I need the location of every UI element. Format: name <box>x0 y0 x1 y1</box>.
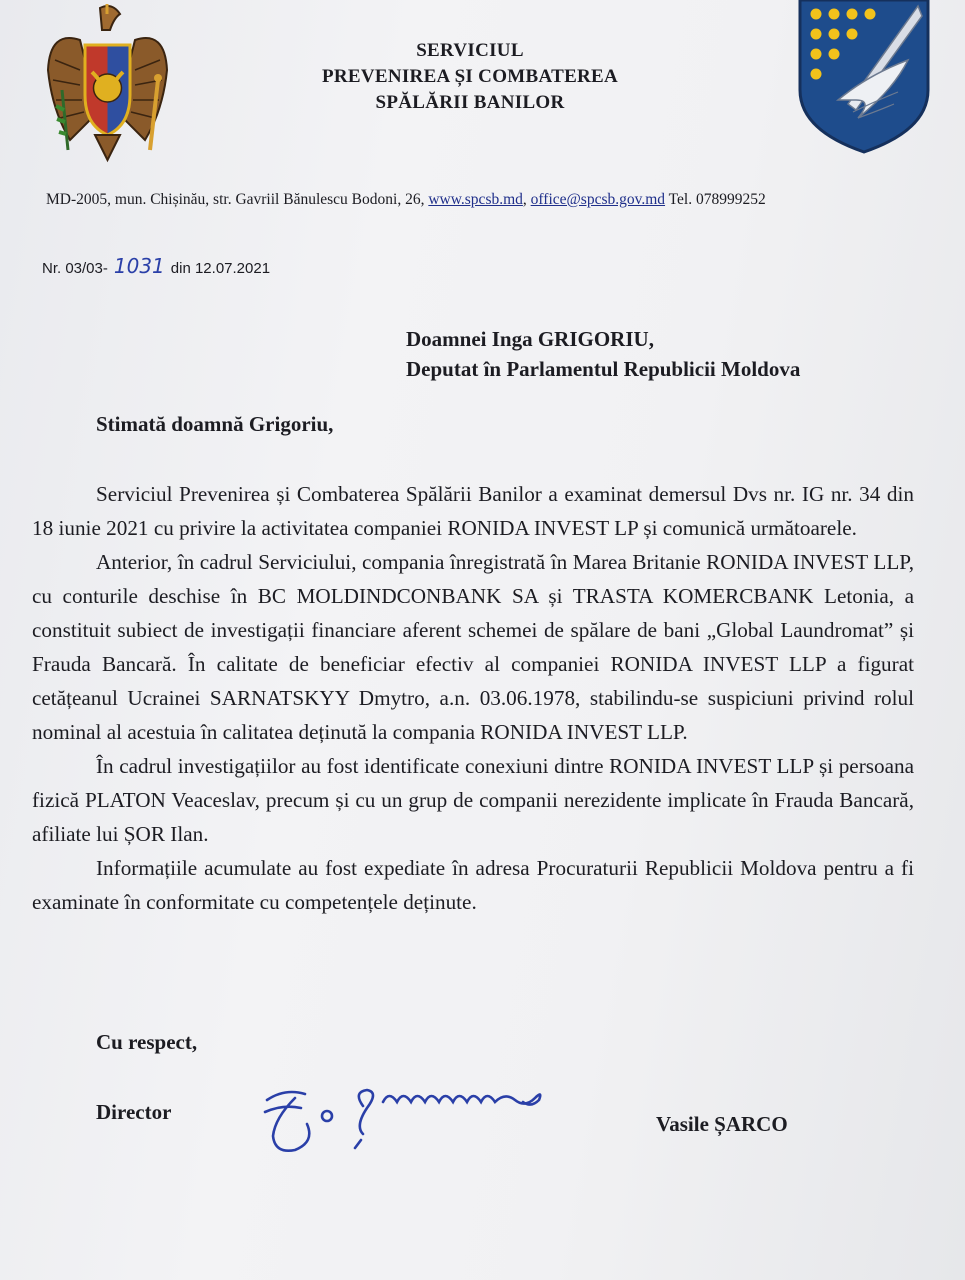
signature-icon <box>255 1078 555 1158</box>
paragraph-4: Informațiile acumulate au fost expediate în adresa Procuraturii Republicii Moldova pentru a fi examinate în conformitate cu competențele deținute. <box>32 856 914 914</box>
reference-prefix: Nr. 03/03- <box>42 260 108 277</box>
reference-date: din 12.07.2021 <box>170 260 271 277</box>
email-link[interactable]: office@spcsb.gov.md <box>530 191 666 208</box>
contact-address: MD-2005, mun. Chișinău, str. Gavriil Bănulescu Bodoni, 26, www.spcsb.md, office@spcsb.gov.md Tel. 078999252 <box>46 191 766 208</box>
institution-title <box>240 38 700 116</box>
signer-title: Director <box>96 1100 172 1124</box>
salutation: Stimată doamnă Grigoriu, <box>96 412 334 436</box>
recipient-position: Deputat în Parlamentul Republicii Moldova <box>406 357 801 381</box>
closing: Cu respect, <box>96 1030 198 1054</box>
paragraph-1: Serviciul Prevenirea și Combaterea Spălării Banilor a examinat demersul Dvs nr. IG nr. 34 din 18 iunie 2021 cu privire la activitatea companiei RONIDA INVEST LP și comunică următoarele. <box>32 482 914 540</box>
recipient-name: Doamnei Inga GRIGORIU, <box>406 327 654 351</box>
address-text: MD-2005, mun. Chișinău, str. Gavriil Bănulescu Bodoni, 26, <box>46 191 425 208</box>
title-line-3: SPĂLĂRII BANILOR <box>375 92 565 113</box>
paragraph-3: În cadrul investigațiilor au fost identificate conexiuni dintre RONIDA INVEST LLP și persoana fizică PLATON Veaceslav, precum și cu un grup de companii nerezidente implicate în Frauda Bancară, afiliate lui ȘOR Ilan. <box>32 754 914 846</box>
moldova-coat-of-arms-icon <box>40 0 175 165</box>
phone-text: Tel. 078999252 <box>668 191 766 208</box>
recipient-block <box>406 324 926 384</box>
title-line-1: SERVICIUL <box>416 40 524 61</box>
signer-name: Vasile ȘARCO <box>656 1112 788 1136</box>
spcsb-emblem-icon <box>798 0 930 155</box>
handwritten-number: 1031 <box>113 254 165 278</box>
website-link[interactable]: www.spcsb.md <box>428 191 523 208</box>
title-line-2: PREVENIREA ȘI COMBATEREA <box>321 66 619 87</box>
reference-number <box>42 254 270 278</box>
letter-body <box>32 477 914 919</box>
paragraph-2: Anterior, în cadrul Serviciului, compania înregistrată în Marea Britanie RONIDA INVEST LLP, cu conturile deschise în BC MOLDINDCONBANK SA și TRASTA KOMERCBANK Letonia, a constituit subiect de investigații financiare aferent schemei de spălare de bani „Global Laundromat” și Frauda Bancară. În calitate de beneficiar efectiv al companiei RONIDA INVEST LLP a figurat cetățeanul Ucrainei SARNATSKYY Dmytro, a.n. 03.06.1978, stabilindu-se suspiciuni privind rolul nominal al acestuia în calitatea deținută la compania RONIDA INVEST LLP. <box>32 550 914 744</box>
